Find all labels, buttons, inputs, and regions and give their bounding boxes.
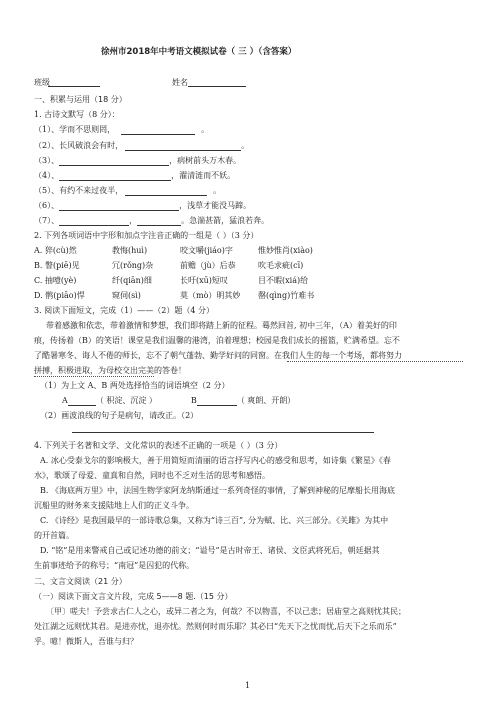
passage-line: 处江湖之远则忧其君。是进亦忧，退亦忧。然则何时而乐耶？其必曰“先天下之忧而忧,后天下之乐而乐” [34,622,397,631]
q4-option-d-cont: 生前事迹给予的称号；“南冠”是囚犯的代称。 [34,561,195,570]
section-heading: 二、文言文阅读（21 分） [34,577,127,586]
q1-blank-7b[interactable] [137,216,181,226]
q1-line-4: （4）、 ，濯清涟而不妖。 [34,171,236,180]
q2-option-c-3: 长吁(xū)短叹 [180,276,228,285]
q3-sub-question-2: （2）画波浪线的句子是病句，请改正。（2） [40,411,199,420]
q2-option-c-4: 目不暇(xiá)给 [258,276,309,285]
passage-line: 〔甲〕嗟夫！予尝求古仁人之心，或异二者之为，何哉？不以物喜，不以己悲；居庙堂之高则忧其民； [46,607,406,616]
page-number: 1 [245,681,251,690]
q3-sub-question-1: （1）为上文 A、B 两处选择恰当的词语填空（2 分） [40,381,230,390]
q1-blank-4[interactable] [59,171,171,181]
class-blank[interactable] [48,86,100,87]
q1-line-5: （5）、有约不来过夜半， 。 [34,186,222,195]
q3-answer-line[interactable] [72,432,374,433]
q2-option-d-2: 窥伺(sì) [112,291,141,300]
name-blank[interactable] [188,86,246,87]
q1-blank-6[interactable] [59,201,179,211]
q2-option-a-2: 教悔(huì) [112,246,148,255]
q4-option-c: C. 《诗经》是我国最早的一部诗歌总集，又称为“诗三百”, 分为赋、比、兴三部分。《关雎》为其中 [40,516,389,525]
wavy-underline-marker [287,361,463,362]
q2-option-d-4: 罄(qìng)竹难书 [258,291,315,300]
q1-line-3: （3）、 ，病树前头万木春。 [34,156,242,165]
q3-answer-row: A （ 积淀、沉淀 ） B （ 爽朗、开朗） [62,396,296,405]
q2-option-c-2: 纤(qiān)细 [112,276,152,285]
q2-option-d-3: 莫（mò）明其妙 [180,291,241,300]
q3-paragraph-line: 拼搏，积极进取，为母校交出完美的答卷！ [34,366,186,375]
q4-option-c-cont: 的开首篇。 [34,531,74,540]
question-3-heading: 3. 阅读下面短文，完成（1）——（2）题（4 分） [34,306,214,315]
wavy-underline-marker [34,376,154,377]
q2-option-b: B. 瞥(piē)见 [34,261,80,270]
section-heading: 一、积累与运用（18 分） [34,95,127,104]
q1-line-7: （7）、 ， 。急湍甚箭，猛浪若奔。 [34,216,270,225]
q1-line-2: （2）、长风破浪会有时， 。 [34,141,250,150]
q4-option-d: D. “铭”是用来警戒自己或记述功德的前文；“谥号”是古时帝王、诸侯、文臣武将死后，朝廷据其 [40,546,380,555]
q3-paragraph-line: 痕，传扬着（B）的笑语！课堂是我们温馨的港湾，泊着理想；校园是我们成长的摇篮，贮满希望。忘不 [34,336,400,345]
q1-blank-3[interactable] [59,156,169,166]
q2-option-b-3: 前赡（jù）后恭 [180,261,236,270]
q2-option-a-4: 惟妙惟肖(xiào) [258,246,313,255]
q2-option-a-3: 咬文嚼(jiáo)字 [180,246,233,255]
q1-line-1: （1）、学而不思则罔， 。 [34,125,210,134]
q2-option-b-4: 吹毛求疵(cī) [258,261,304,270]
q3-blank-b[interactable] [197,396,237,406]
q3-paragraph-line: 了酷暑寒冬、诲人不倦的师长，忘不了朝气蓬勃、勤学好问的同窗。在我们人生的每一个考场，都将努力 [34,351,402,360]
q2-option-a: A. 猝(cù)然 [34,246,77,255]
q2-option-c: C. 抽噎(yè) [34,276,77,285]
q3-paragraph-line: 带着感激和依恋，带着激情和梦想，我们即将踏上新的征程。蓦然回首, 初中三年，（A）着美好的印 [46,321,397,330]
class-label: 班级 [34,78,50,87]
name-label: 姓名 [172,78,188,87]
q2-option-d: D. 鹘(piāo)悍 [34,291,85,300]
q4-option-b-cont: 沉船里的财务来支援陆地上人们的正义斗争。 [34,501,194,510]
question-4-heading: 4. 下列关于名著和文学、文化常识的表述不正确的一项是（ ）（3 分） [34,441,283,450]
q3-blank-a[interactable] [68,396,96,406]
q4-option-a-cont: 水》，歌颂了母爱、童真和自然，同时也不乏对生活的思考和感悟。 [34,471,270,480]
q1-blank-5[interactable] [125,186,207,196]
q4-option-b: B. 《海底两万里》中，法国生物学家阿龙纳斯通过一系列奇怪的事情，了解到神秘的尼摩船长用海底 [40,486,395,495]
q4-option-a: A. 冰心受泰戈尔的影响极大，善于用简短而清丽的语言抒写内心的感受和思考，如诗集《繁星》《春 [40,456,391,465]
page-title: 徐州市2018年中考语文模拟试卷（ 三 ）（含答案） [101,47,297,57]
q2-option-b-2: 冗(rǒng)杂 [112,261,154,270]
passage-line: 乎。噫！微斯人，吾谁与归？ [34,637,138,646]
q1-blank-2[interactable] [125,141,241,151]
q1-blank-1[interactable] [121,125,195,135]
question-2-heading: 2. 下列各项词语中字形和加点字注音正确的一组是（ ）（3 分） [34,231,259,240]
q1-blank-7a[interactable] [59,216,129,226]
q1-line-6: （6）、 ，浅草才能没马蹄。 [34,201,252,210]
question-1-heading: 1. 古诗文默写（8 分）： [34,110,120,119]
subsection-heading: （一）阅读下面文言文片段，完成 5——8 题.（15 分） [34,592,233,601]
